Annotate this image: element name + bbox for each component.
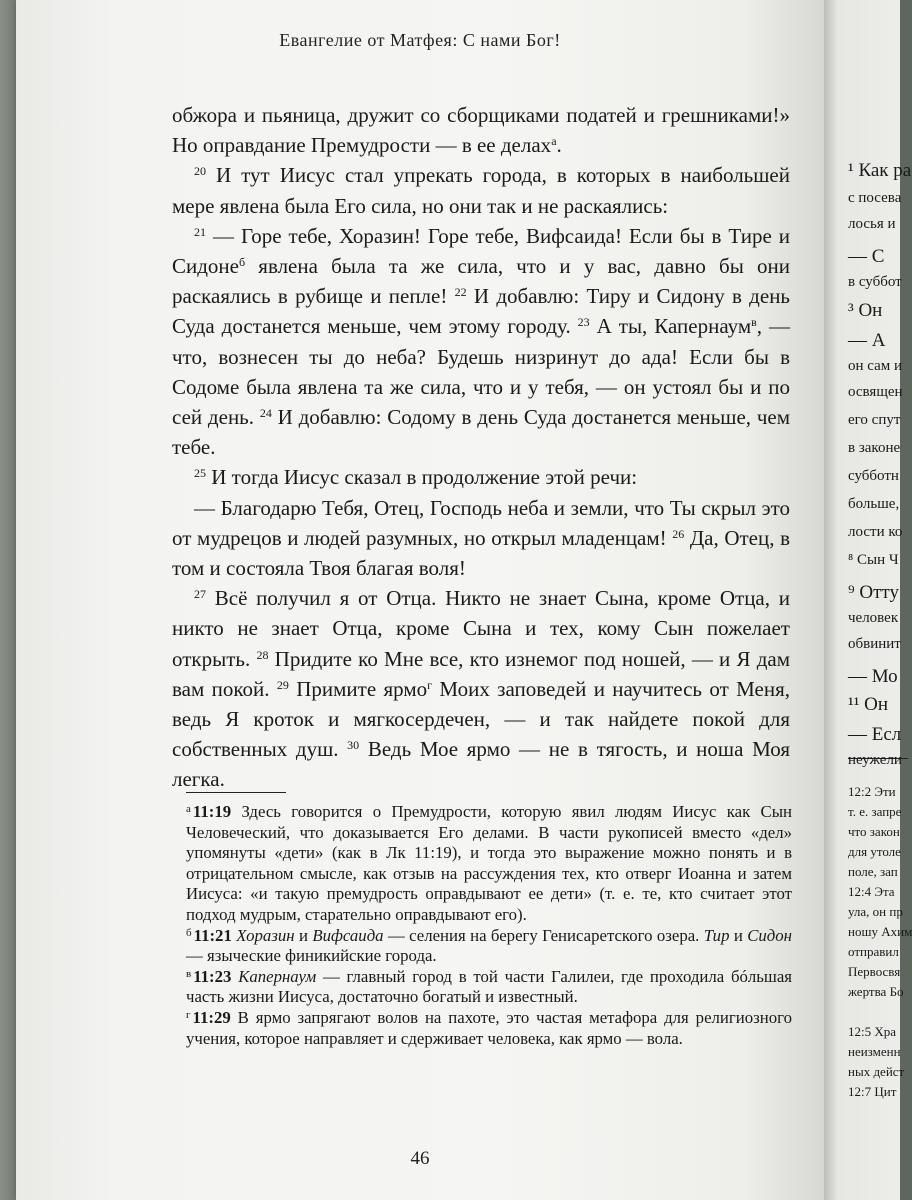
italic-term: Тир: [703, 925, 730, 945]
footnote-reference: 11:23: [193, 966, 232, 986]
verse-or-note-marker: 25: [194, 466, 206, 481]
paragraph: [172, 493, 790, 584]
text-run: — селения на берегу Генисаретского озера.: [383, 925, 704, 945]
verse-or-note-marker: б: [239, 255, 246, 270]
italic-term: Сидон: [747, 925, 793, 945]
next-page-text-fragment: больше,: [848, 496, 900, 512]
paragraph: [172, 221, 790, 463]
verse-or-note-marker: 28: [256, 647, 269, 662]
text-run: — Благодарю Тебя, Отец, Господь неба и земли, что Ты скрыл это от мудрецов и людей разумных, но открыл младенцам!: [172, 495, 790, 550]
italic-term: Хоразин: [236, 925, 295, 945]
text-run: и: [729, 925, 748, 945]
text-run: А ты, Капернаум: [589, 314, 752, 339]
footnote-rule: [186, 792, 286, 793]
next-page-footnote-fragment: 12:4 Эта: [848, 884, 895, 899]
next-page-footnote-fragment: ула, он пр: [848, 904, 903, 919]
next-page-text-fragment: ¹¹ Он: [848, 694, 889, 715]
next-page-text-fragment: лости ко: [848, 524, 903, 540]
text-run: Здесь говорится о Премудрости, которую явил людям Иисус как Сын Человеческий, что доказывается Его делами. В части рукописей вместо «дел» упомянуты «дети» (как в Лк 11:19), и тогда это выражение можно понять и в отрицательном смысле, как отзыв на рассуждения тех, кто отверг Иоанна и затем Иисуса: «и такую премудрость оправдывают ее дети» (т. е. те, кто считает этот подход мудрым, старательно оправдывают его).: [186, 802, 792, 924]
footnote: [186, 1008, 792, 1049]
next-page-text-fragment: — Есл: [848, 724, 902, 745]
verse-or-note-marker: 27: [194, 587, 206, 602]
footnote: [186, 802, 792, 926]
next-page-text-fragment: освящен: [848, 384, 903, 400]
next-page-footnote-fragment: поле, зап: [848, 864, 898, 879]
next-page-text-fragment: — А: [848, 330, 886, 351]
verse-or-note-marker: 24: [259, 406, 272, 421]
next-page-footnote-fragment: 12:7 Цит: [848, 1084, 897, 1099]
text-run: явлена была та же сила, что и у вас, давно бы они раскаялись в рубище и пепле!: [172, 254, 790, 309]
text-run: И добавлю: Тиру и Сидону в день Суда достанется меньше, чем этому городу.: [172, 284, 791, 339]
italic-term: Капернаум: [238, 966, 317, 986]
next-page-text-fragment: — Мо: [848, 666, 898, 687]
italic-term: Вифсаида: [312, 925, 384, 945]
text-run: И добавлю: Содому в день Суда достанется меньше, чем тебе.: [172, 405, 790, 460]
text-run: и: [294, 925, 313, 945]
next-page-text-fragment: он сам и: [848, 358, 903, 374]
running-head: Евангелие от Матфея: С нами Бог!: [279, 30, 561, 50]
next-page-text-fragment: в суббот: [848, 274, 902, 290]
next-page-footnote-fragment: 12:5 Хра: [848, 1024, 897, 1039]
verse-or-note-marker: 29: [276, 677, 289, 692]
next-page-text-fragment: обвинит: [848, 636, 901, 652]
next-page-text-fragment: неужели: [848, 752, 902, 768]
text-run: Моих заповедей и научитесь от Меня, ведь Я кроток и мягкосердечен, — и так найдете покой для собственных душ.: [172, 676, 790, 762]
next-page-text-fragment: с посева: [848, 190, 902, 206]
verse-or-note-marker: 30: [347, 738, 360, 753]
text-run: — языческие финикийские города.: [186, 946, 437, 966]
verse-or-note-marker: а: [551, 134, 557, 149]
next-page-text-fragment: ¹ Как ра: [848, 160, 912, 181]
next-page-footnote-fragment: отправил: [848, 944, 899, 959]
paragraph: [172, 100, 790, 160]
next-page-footnote-fragment: для утоле: [848, 844, 901, 859]
text-run: — главный город в той части Галилеи, где проходила бóльшая часть жизни Иисуса, достаточно богатый и известный.: [186, 966, 792, 1007]
text-run: обжора и пьяница, дружит со сборщиками податей и грешниками!» Но оправдание Премудрости — в ее делах: [172, 103, 790, 158]
text-run: , — что, вознесен ты до неба? Будешь низринут до ада! Если бы в Содоме была явлена та же сила, что и у тебя, — он устоял бы и по сей день.: [172, 314, 790, 430]
paragraph: [172, 160, 790, 220]
footnote: [186, 926, 792, 967]
verse-or-note-marker: в: [751, 315, 757, 330]
next-page-text-fragment: — С: [848, 246, 885, 267]
next-page-footnote-fragment: что закон: [848, 824, 900, 839]
next-page-footnote-fragment: ных дейст: [848, 1064, 905, 1079]
book-page-right-edge: [824, 0, 912, 1200]
text-run: В ярмо запрягают волов на пахоте, это частая метафора для религиозного учения, которое направляет и сдерживает человека, как ярмо — вола.: [186, 1007, 792, 1048]
text-run: Всё получил я от Отца. Никто не знает Сына, кроме Отца, и никто не знает Отца, кроме Сына и тех, кому Сын пожелает открыть.: [172, 586, 790, 671]
footnote: [186, 967, 792, 1008]
footnote-marker: в: [186, 967, 192, 980]
footnote-reference: 11:29: [192, 1007, 231, 1027]
verse-or-note-marker: 21: [194, 224, 206, 239]
verse-or-note-marker: 26: [672, 526, 685, 541]
text-run: Ведь Мое ярмо — не в тягость, и ноша Моя легка.: [172, 737, 790, 792]
footnote-marker: а: [186, 803, 191, 815]
text-run: — Горе тебе, Хоразин! Горе тебе, Вифсаида! Если бы в Тире и Сидоне: [172, 223, 790, 279]
next-page-text-fragment: лосья и: [848, 216, 896, 232]
next-page-text-fragment: его спут: [848, 412, 901, 428]
page-number: 46: [410, 1148, 430, 1169]
book-page-left: [16, 0, 824, 1200]
text-run: Да, Отец, в том и состояла Твоя благая воля!: [172, 525, 790, 581]
text-run: Примите ярмо: [288, 676, 428, 701]
next-page-text-fragment: человек: [848, 610, 899, 626]
next-page-text-fragment: ³ Он: [848, 300, 883, 321]
next-page-text-fragment: ⁸ Сын Ч: [848, 552, 899, 568]
verse-or-note-marker: г: [427, 677, 433, 692]
verse-or-note-marker: 20: [194, 164, 206, 179]
verse-or-note-marker: 23: [577, 315, 590, 330]
next-page-footnote-fragment: ношу Ахим: [848, 924, 912, 939]
footnote-marker: г: [186, 1008, 191, 1021]
next-page-footnote-fragment: т. е. запре: [848, 804, 902, 819]
text-run: И тут Иисус стал упрекать города, в которых в наибольшей мере явлена была Его сила, но они так и не раскаялись:: [172, 163, 790, 218]
next-page-text-fragment: ⁹ Отту: [848, 582, 899, 603]
next-page-text-fragment: субботн: [848, 468, 899, 484]
next-page-footnote-fragment: неизменн: [848, 1044, 901, 1059]
verse-or-note-marker: 22: [454, 285, 467, 300]
footnote-reference: 11:19: [192, 802, 232, 821]
footnote-reference: 11:21: [193, 925, 232, 945]
next-page-footnote-fragment: Первосвя: [848, 964, 901, 979]
paragraph: [172, 583, 790, 794]
next-page-text-fragment: в законе: [848, 440, 901, 456]
text-run: Придите ко Мне все, кто изнемог под ношей, — и Я дам вам покой.: [172, 646, 791, 701]
main-text: [172, 100, 790, 795]
next-page-footnote-fragment: 12:2 Эти: [848, 784, 896, 799]
text-run: И тогда Иисус сказал в продолжение этой речи:: [206, 465, 638, 490]
next-page-footnote-fragment: жертва Бо: [848, 984, 904, 999]
footnotes: [186, 802, 792, 1049]
footnote-marker: б: [186, 926, 192, 939]
paragraph: [172, 462, 790, 492]
text-run: .: [556, 133, 562, 158]
